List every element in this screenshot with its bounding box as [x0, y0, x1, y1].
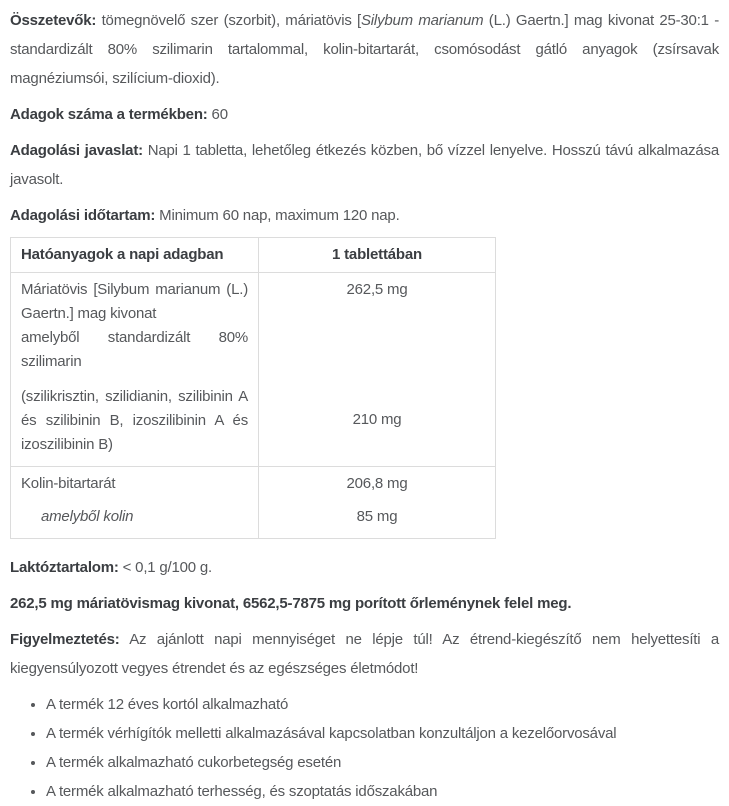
extract-standardized: amelyből standardizált 80% szilimarin — [21, 329, 248, 370]
warning-label: Figyelmeztetés: — [10, 631, 120, 648]
dosage-paragraph — [10, 136, 719, 194]
ingredients-text-after: (L.) Gaertn.] mag kivonat 25-30:1 - standardizált 80% szilimarin tartalommal, kolin-bitartarát, csomósodást gátló anyagok (zsírsavak magnéziumsói, szilícium-dioxid). — [10, 12, 719, 87]
active-ingredients-table — [10, 237, 496, 539]
extract-name-cell — [11, 273, 259, 375]
table-row — [11, 374, 496, 467]
choline-value-cell: 206,8 mg — [259, 467, 496, 506]
servings-paragraph — [10, 100, 719, 129]
servings-value: 60 — [211, 106, 228, 123]
table-row — [11, 467, 496, 506]
ingredients-text-before: tömegnövelő szer (szorbit), máriatövis [ — [101, 12, 361, 29]
list-item: • A termék vérhígítók melletti alkalmazásával kapcsolatban konzultáljon a kezelőorvosával — [46, 719, 719, 748]
table-row — [11, 505, 496, 539]
list-item: • A termék alkalmazható terhesség, és szoptatás időszakában — [46, 777, 719, 806]
product-description — [10, 6, 719, 806]
ingredients-column-header: Hatóanyagok a napi adagban — [11, 238, 259, 273]
table-header-row — [11, 238, 496, 273]
choline-sub-name-cell: amelyből kolin — [11, 505, 259, 539]
ingredients-label: Összetevők: — [10, 12, 97, 29]
equivalence-text: 262,5 mg máriatövismag kivonat, 6562,5-7875 mg porított őrleménynek felel meg. — [10, 595, 572, 612]
usage-notes-list — [10, 690, 719, 806]
choline-sub-value-cell: 85 mg — [259, 505, 496, 539]
lactose-label: Laktóztartalom: — [10, 559, 119, 576]
equivalence-paragraph — [10, 589, 719, 618]
warning-paragraph — [10, 625, 719, 683]
list-item: • A termék 12 éves kortól alkalmazható — [46, 690, 719, 719]
extract-name: Máriatövis [Silybum marianum (L.) Gaertn.] mag kivonat — [21, 281, 248, 322]
latin-plant-name: Silybum marianum — [361, 12, 484, 29]
lactose-paragraph — [10, 553, 719, 582]
servings-label: Adagok száma a termékben: — [10, 106, 208, 123]
duration-label: Adagolási időtartam: — [10, 207, 156, 224]
warning-text: Az ajánlott napi mennyiséget ne lépje túl! Az étrend-kiegészítő nem helyettesíti a kiegyensúlyozott vegyes étrendet és az egészséges életmódot! — [10, 631, 720, 677]
dosage-text: Napi 1 tabletta, lehetőleg étkezés közben, bő vízzel lenyelve. Hosszú távú alkalmazása javasolt. — [10, 142, 719, 188]
ingredients-paragraph — [10, 6, 719, 93]
choline-name-cell: Kolin-bitartarát — [11, 467, 259, 506]
dosage-label: Adagolási javaslat: — [10, 142, 143, 159]
extract-value-cell: 262,5 mg — [259, 273, 496, 375]
silymarin-components-cell: (szilikrisztin, szilidianin, szilibinin A és szilibinin B, izoszilibinin A és izoszilibinin B) — [11, 374, 259, 467]
duration-text: Minimum 60 nap, maximum 120 nap. — [159, 207, 400, 224]
silymarin-components-value-cell: 210 mg — [259, 374, 496, 467]
per-tablet-column-header: 1 tablettában — [259, 238, 496, 273]
lactose-text: < 0,1 g/100 g. — [122, 559, 213, 576]
list-item: • A termék alkalmazható cukorbetegség esetén — [46, 748, 719, 777]
table-row — [11, 273, 496, 375]
duration-paragraph — [10, 201, 719, 230]
